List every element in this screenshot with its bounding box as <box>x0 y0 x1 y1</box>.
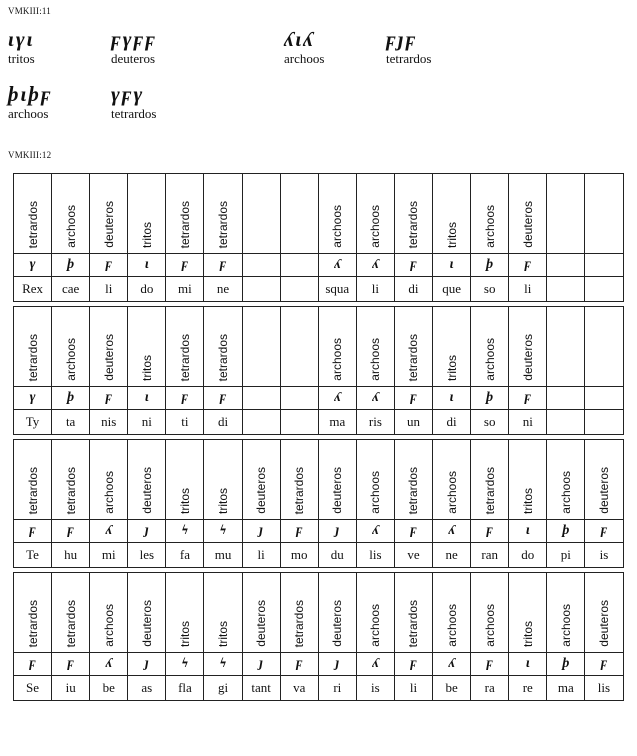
syllable-cell: ma <box>547 676 585 701</box>
syllable-cell <box>242 410 280 435</box>
mode-cell <box>318 307 356 387</box>
mode-label: tetrardos <box>25 200 40 248</box>
neume-cell <box>280 254 318 277</box>
mode-cell <box>242 573 280 653</box>
neume-signs: γϝγ <box>111 82 145 106</box>
syllable-cell: va <box>280 676 318 701</box>
syllable-cell: di <box>204 410 242 435</box>
mode-cell <box>14 440 52 520</box>
neume-cell: ʎ <box>356 387 394 410</box>
syllable-cell: que <box>433 277 471 302</box>
syllable-cell: les <box>128 543 166 568</box>
neume-cell: ϝ <box>166 387 204 410</box>
mode-cell <box>204 573 242 653</box>
mode-cell <box>356 573 394 653</box>
syllable-cell: gi <box>204 676 242 701</box>
mode-cell <box>585 440 623 520</box>
syllable-cell: so <box>471 277 509 302</box>
mode-label: archoos <box>63 205 78 248</box>
syllable-cell: do <box>128 277 166 302</box>
mode-cell <box>166 174 204 254</box>
neume-cell: ʎ <box>356 653 394 676</box>
mode-cell <box>433 307 471 387</box>
neume-cell <box>547 254 585 277</box>
mode-cell <box>52 307 90 387</box>
syllable-cell: tant <box>242 676 280 701</box>
mode-label: archoos <box>368 205 383 248</box>
syllable-cell: fa <box>166 543 204 568</box>
neume-cell: ϝ <box>90 387 128 410</box>
mode-label: archoos <box>368 604 383 647</box>
mode-label: tritos <box>444 354 459 381</box>
neume-cell: ȷ <box>128 653 166 676</box>
syllable-cell <box>585 277 623 302</box>
mode-cell <box>318 174 356 254</box>
syllable-cell: li <box>242 543 280 568</box>
neume-group-4 <box>386 28 506 66</box>
mode-cell <box>52 573 90 653</box>
mode-cell <box>90 573 128 653</box>
mode-cell <box>356 440 394 520</box>
neume-cell: ʎ <box>90 520 128 543</box>
neume-cell: ʎ <box>318 254 356 277</box>
mode-cell <box>90 307 128 387</box>
neume-cell: ϟ <box>204 520 242 543</box>
syllable-cell: mu <box>204 543 242 568</box>
neume-group-5 <box>8 83 128 121</box>
mode-label: deuteros <box>520 334 535 381</box>
mode-cell <box>585 174 623 254</box>
neume-cell: ι <box>509 520 547 543</box>
mode-cell <box>166 440 204 520</box>
neume-signs: ϸιϸϝ <box>8 82 53 106</box>
mode-label: archoos <box>63 338 78 381</box>
neume-cell: ϝ <box>280 653 318 676</box>
mode-label: tetrardos <box>482 466 497 514</box>
mode-cell <box>471 307 509 387</box>
mode-cell <box>509 307 547 387</box>
neume-cell: ʎ <box>90 653 128 676</box>
syllable-cell: li <box>356 277 394 302</box>
mode-label: tetrardos <box>292 599 307 647</box>
mode-cell <box>394 174 432 254</box>
mode-cell <box>166 573 204 653</box>
neume-cell: ȷ <box>318 520 356 543</box>
mode-cell <box>471 573 509 653</box>
mode-label: tritos <box>444 221 459 248</box>
modes-row <box>14 307 624 387</box>
syllable-cell: un <box>394 410 432 435</box>
mode-label: archoos <box>101 471 116 514</box>
mode-label: deuteros <box>596 467 611 514</box>
mode-label: archoos <box>330 205 345 248</box>
mode-cell <box>547 440 585 520</box>
mode-cell <box>166 307 204 387</box>
neume-cell <box>547 387 585 410</box>
neume-cell: ϟ <box>204 653 242 676</box>
section-label-vmkiii-11: VMKIII:11 <box>8 6 51 16</box>
mode-label: tetrardos <box>63 599 78 647</box>
neume-cell: ϝ <box>394 254 432 277</box>
syllable-cell: Se <box>14 676 52 701</box>
syllable-cell: do <box>509 543 547 568</box>
syllable-cell: li <box>509 277 547 302</box>
mode-label: tetrardos <box>406 466 421 514</box>
mode-cell <box>471 174 509 254</box>
mode-cell <box>242 174 280 254</box>
syllable-cell: ni <box>128 410 166 435</box>
syllable-cell: Te <box>14 543 52 568</box>
syllable-cell: ta <box>52 410 90 435</box>
mode-syllable-table <box>13 173 624 701</box>
neume-cell: ι <box>128 254 166 277</box>
syllable-cell: hu <box>52 543 90 568</box>
mode-label: tritos <box>139 221 154 248</box>
syllables-row <box>14 543 624 568</box>
mode-label: tetrardos <box>63 466 78 514</box>
neume-cell: ϟ <box>166 520 204 543</box>
section-label-vmkiii-12: VMKIII:12 <box>8 150 52 160</box>
mode-cell <box>204 440 242 520</box>
neume-signs: ʎιʎ <box>284 27 315 51</box>
neume-cell: ϝ <box>166 254 204 277</box>
mode-label: archoos <box>444 604 459 647</box>
neume-cell: ȷ <box>318 653 356 676</box>
neume-cell: ʎ <box>318 387 356 410</box>
neume-cell: ϸ <box>471 254 509 277</box>
signs-row <box>14 520 624 543</box>
mode-label: tritos <box>520 487 535 514</box>
mode-name: tritos <box>8 51 35 66</box>
syllable-cell: ran <box>471 543 509 568</box>
mode-cell <box>128 307 166 387</box>
neume-cell <box>585 254 623 277</box>
mode-cell <box>204 307 242 387</box>
mode-label: tetrardos <box>25 466 40 514</box>
syllable-cell <box>585 410 623 435</box>
mode-cell <box>356 307 394 387</box>
mode-cell <box>242 307 280 387</box>
mode-label: tetrardos <box>406 333 421 381</box>
syllable-cell: mo <box>280 543 318 568</box>
syllable-cell: Rex <box>14 277 52 302</box>
syllable-cell: du <box>318 543 356 568</box>
neume-cell: ϝ <box>204 387 242 410</box>
mode-label: archoos <box>482 604 497 647</box>
syllable-cell: ni <box>509 410 547 435</box>
syllables-row <box>14 410 624 435</box>
syllable-cell: ma <box>318 410 356 435</box>
neume-cell: ι <box>433 254 471 277</box>
neume-cell: γ <box>14 387 52 410</box>
neume-cell: ʎ <box>356 520 394 543</box>
neume-group-2 <box>111 28 231 66</box>
mode-cell <box>280 307 318 387</box>
neume-cell: ʎ <box>433 520 471 543</box>
syllable-cell: nis <box>90 410 128 435</box>
syllable-cell: is <box>356 676 394 701</box>
syllable-cell: li <box>90 277 128 302</box>
neume-cell: ȷ <box>242 653 280 676</box>
mode-label: archoos <box>368 471 383 514</box>
mode-name: archoos <box>284 51 325 66</box>
mode-cell <box>509 440 547 520</box>
mode-label: tritos <box>177 487 192 514</box>
modes-row <box>14 174 624 254</box>
neume-cell: ϝ <box>471 653 509 676</box>
neume-cell: ϝ <box>52 520 90 543</box>
neume-cell: ϝ <box>280 520 318 543</box>
mode-label: tetrardos <box>177 200 192 248</box>
syllable-cell: be <box>433 676 471 701</box>
neume-cell: ϸ <box>471 387 509 410</box>
mode-cell <box>433 573 471 653</box>
syllables-row <box>14 676 624 701</box>
neume-cell: ϝ <box>509 254 547 277</box>
syllable-cell: cae <box>52 277 90 302</box>
signs-row <box>14 254 624 277</box>
mode-label: deuteros <box>596 600 611 647</box>
modes-row <box>14 573 624 653</box>
mode-cell <box>14 174 52 254</box>
syllable-cell: mi <box>90 543 128 568</box>
mode-label: tritos <box>216 620 231 647</box>
mode-label: archoos <box>558 471 573 514</box>
neume-cell: ȷ <box>242 520 280 543</box>
syllable-cell: mi <box>166 277 204 302</box>
mode-label: deuteros <box>139 467 154 514</box>
mode-cell <box>128 573 166 653</box>
mode-cell <box>547 307 585 387</box>
syllable-cell: di <box>433 410 471 435</box>
mode-label: archoos <box>482 338 497 381</box>
mode-cell <box>547 573 585 653</box>
syllable-cell: so <box>471 410 509 435</box>
mode-label: tetrardos <box>406 599 421 647</box>
mode-label: tritos <box>177 620 192 647</box>
mode-cell <box>128 440 166 520</box>
mode-cell <box>128 174 166 254</box>
syllable-cell <box>547 277 585 302</box>
neume-group-6 <box>111 83 231 121</box>
neume-cell: ϝ <box>394 520 432 543</box>
syllable-cell: ris <box>356 410 394 435</box>
mode-cell <box>318 573 356 653</box>
neume-cell: ι <box>128 387 166 410</box>
mode-label: tetrardos <box>406 200 421 248</box>
neume-cell: ϝ <box>204 254 242 277</box>
mode-cell <box>280 573 318 653</box>
neume-cell: ι <box>433 387 471 410</box>
mode-label: deuteros <box>254 467 269 514</box>
neume-cell <box>280 387 318 410</box>
neume-cell: ι <box>509 653 547 676</box>
mode-label: archoos <box>444 471 459 514</box>
syllable-cell <box>280 277 318 302</box>
mode-cell <box>585 307 623 387</box>
neume-cell <box>242 387 280 410</box>
mode-cell <box>394 307 432 387</box>
mode-cell <box>14 307 52 387</box>
mode-cell <box>433 440 471 520</box>
mode-label: archoos <box>330 338 345 381</box>
neume-cell <box>585 387 623 410</box>
neume-cell: ϝ <box>585 653 623 676</box>
modes-row <box>14 440 624 520</box>
mode-cell <box>585 573 623 653</box>
mode-label: deuteros <box>101 334 116 381</box>
neume-cell: ϸ <box>52 254 90 277</box>
mode-cell <box>204 174 242 254</box>
mode-cell <box>471 440 509 520</box>
neume-cell: ϸ <box>547 653 585 676</box>
syllable-cell <box>242 277 280 302</box>
neume-cell: ʎ <box>356 254 394 277</box>
mode-label: tetrardos <box>216 333 231 381</box>
syllable-cell: ve <box>394 543 432 568</box>
neume-cell: ϝ <box>52 653 90 676</box>
syllable-cell <box>547 410 585 435</box>
syllable-cell: di <box>394 277 432 302</box>
neume-cell: ϟ <box>166 653 204 676</box>
neume-group-1 <box>8 28 128 66</box>
syllable-cell: squa <box>318 277 356 302</box>
neume-cell: ϝ <box>90 254 128 277</box>
mode-cell <box>356 174 394 254</box>
neume-cell: ϝ <box>394 387 432 410</box>
mode-name: deuteros <box>111 51 156 66</box>
mode-label: deuteros <box>139 600 154 647</box>
mode-cell <box>90 440 128 520</box>
mode-cell <box>509 174 547 254</box>
mode-label: archoos <box>101 604 116 647</box>
mode-label: tetrardos <box>177 333 192 381</box>
syllable-cell: re <box>509 676 547 701</box>
syllable-cell: ne <box>433 543 471 568</box>
mode-cell <box>52 174 90 254</box>
syllable-cell: ti <box>166 410 204 435</box>
mode-cell <box>52 440 90 520</box>
mode-cell <box>394 440 432 520</box>
signs-row <box>14 653 624 676</box>
mode-name: tetrardos <box>386 51 432 66</box>
mode-label: tetrardos <box>216 200 231 248</box>
mode-cell <box>14 573 52 653</box>
syllable-cell <box>280 410 318 435</box>
mode-label: tetrardos <box>292 466 307 514</box>
syllable-cell: lis <box>356 543 394 568</box>
mode-label: deuteros <box>330 467 345 514</box>
mode-cell <box>394 573 432 653</box>
neume-signs: ιγι <box>8 27 35 51</box>
mode-label: tritos <box>520 620 535 647</box>
mode-cell <box>509 573 547 653</box>
syllable-cell: iu <box>52 676 90 701</box>
neume-cell: ʎ <box>433 653 471 676</box>
neume-signs: ϝγϝϝ <box>111 27 157 51</box>
mode-cell <box>318 440 356 520</box>
neume-cell: ϝ <box>14 653 52 676</box>
syllable-cell: be <box>90 676 128 701</box>
mode-label: tritos <box>216 487 231 514</box>
syllable-cell: is <box>585 543 623 568</box>
mode-cell <box>90 174 128 254</box>
mode-label: deuteros <box>520 201 535 248</box>
syllable-cell: ra <box>471 676 509 701</box>
mode-label: tetrardos <box>25 333 40 381</box>
neume-cell: ϸ <box>547 520 585 543</box>
neume-signs: ϝȷϝ <box>386 27 418 51</box>
mode-label: tetrardos <box>25 599 40 647</box>
syllable-cell: as <box>128 676 166 701</box>
mode-cell <box>280 440 318 520</box>
neume-cell: ϸ <box>52 387 90 410</box>
mode-label: archoos <box>368 338 383 381</box>
mode-label: archoos <box>482 205 497 248</box>
syllables-row <box>14 277 624 302</box>
syllable-cell: fla <box>166 676 204 701</box>
mode-label: deuteros <box>330 600 345 647</box>
neume-cell <box>242 254 280 277</box>
mode-label: deuteros <box>101 201 116 248</box>
syllable-cell: li <box>394 676 432 701</box>
mode-label: deuteros <box>254 600 269 647</box>
neume-cell: ȷ <box>128 520 166 543</box>
neume-cell: ϝ <box>509 387 547 410</box>
neume-cell: ϝ <box>394 653 432 676</box>
syllable-cell: pi <box>547 543 585 568</box>
mode-cell <box>242 440 280 520</box>
neume-cell: ϝ <box>14 520 52 543</box>
neume-cell: ϝ <box>585 520 623 543</box>
mode-cell <box>280 174 318 254</box>
syllable-cell: ri <box>318 676 356 701</box>
signs-row <box>14 387 624 410</box>
syllable-cell: lis <box>585 676 623 701</box>
neume-cell: ϝ <box>471 520 509 543</box>
mode-cell <box>547 174 585 254</box>
mode-name: archoos <box>8 106 49 121</box>
syllable-cell: ne <box>204 277 242 302</box>
mode-label: tritos <box>139 354 154 381</box>
mode-name: tetrardos <box>111 106 157 121</box>
neume-cell: γ <box>14 254 52 277</box>
mode-label: archoos <box>558 604 573 647</box>
mode-cell <box>433 174 471 254</box>
syllable-cell: Ty <box>14 410 52 435</box>
